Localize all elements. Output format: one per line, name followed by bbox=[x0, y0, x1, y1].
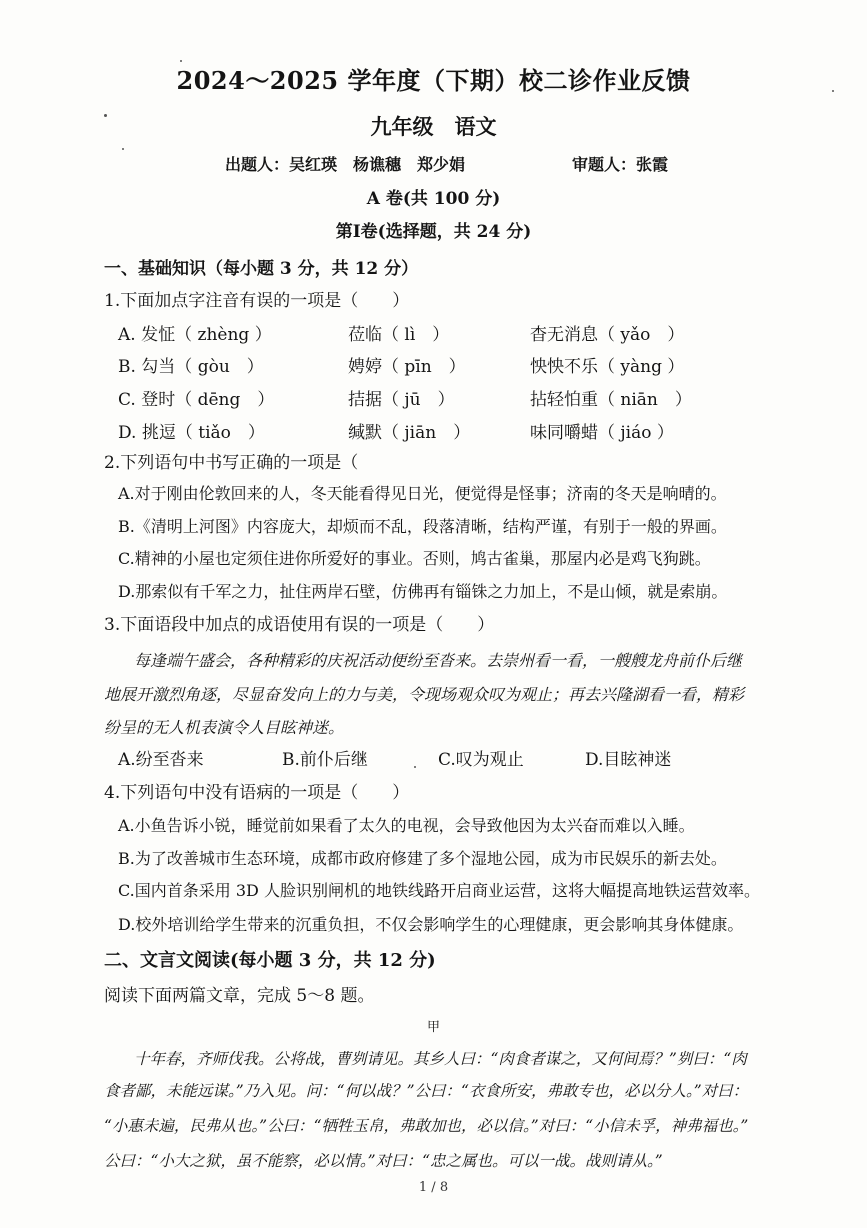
q1-a-2: 莅临（ lì ） bbox=[348, 325, 450, 345]
q1-d-3: 味同嚼蜡（ jiáo ） bbox=[530, 423, 674, 443]
reviewer: 审题人：张霞 bbox=[572, 155, 669, 174]
section2-instruction: 阅读下面两篇文章，完成 5～8 题。 bbox=[104, 986, 375, 1006]
q2-option-a: A.对于刚由伦敦回来的人，冬天能看得见日光，便觉得是怪事；济南的冬天是响晴的。 bbox=[118, 484, 727, 503]
passage-line-4: 公曰：“小大之狱，虽不能察，必以情。”对曰：“忠之属也。可以一战。战则请从。” bbox=[104, 1152, 663, 1170]
q2-option-c: C.精神的小屋也定须住进你所爱好的事业。否则，鸠古雀巢，那屋内必是鸡飞狗跳。 bbox=[118, 549, 711, 568]
q4-option-b: B.为了改善城市生态环境，成都市政府修建了多个湿地公园，成为市民娱乐的新去处。 bbox=[118, 849, 727, 868]
page-title: 2024～2025 学年度（下期）校二诊作业反馈 bbox=[176, 66, 691, 95]
scan-speck bbox=[122, 148, 124, 150]
q1-c-2: 拮据（ jū ） bbox=[348, 390, 455, 410]
q3-passage-line-1: 每逢端午盛会，各种精彩的庆祝活动便纷至沓来。去崇州看一看，一艘艘龙舟前仆后继 bbox=[134, 651, 743, 670]
scan-speck bbox=[180, 60, 182, 62]
q3-passage-line-3: 纷呈的无人机表演令人目眩神迷。 bbox=[104, 718, 345, 737]
volume-a: A 卷(共 100 分) bbox=[366, 189, 501, 209]
q4-stem: 4.下列语句中没有语病的一项是（ ） bbox=[104, 783, 410, 803]
passage-label: 甲 bbox=[426, 1020, 440, 1035]
q1-b-1: B. 勾当（ gòu ） bbox=[118, 357, 264, 377]
scan-speck bbox=[832, 90, 834, 92]
section2-heading: 二、文言文阅读(每小题 3 分，共 12 分) bbox=[104, 950, 436, 971]
q2-option-d: D.那索似有千军之力，扯住两岸石壁，仿佛再有锱铢之力加上，不是山倾，就是索崩。 bbox=[118, 582, 728, 601]
q4-option-c: C.国内首条采用 3D 人脸识别闸机的地铁线路开启商业运营，这将大幅提高地铁运营效率。 bbox=[118, 881, 760, 900]
q1-a-1: A. 发怔（ zhèng ） bbox=[118, 325, 272, 345]
q3-stem: 3.下面语段中加点的成语使用有误的一项是（ ） bbox=[104, 615, 495, 635]
volume-1: 第Ⅰ卷(选择题，共 24 分) bbox=[335, 222, 532, 242]
grade-subject: 九年级 语文 bbox=[370, 114, 497, 139]
q1-a-3: 杳无消息（ yǎo ） bbox=[530, 325, 685, 345]
passage-line-1: 十年春，齐师伐我。公将战，曹刿请见。其乡人曰：“肉食者谋之，又何间焉？”刿曰：“肉 bbox=[134, 1050, 747, 1068]
q3-passage-line-2: 地展开激烈角逐，尽显奋发向上的力与美，令现场观众叹为观止；再去兴隆湖看一看，精彩 bbox=[104, 685, 745, 704]
q1-c-3: 拈轻怕重（ niān ） bbox=[530, 390, 692, 410]
q4-option-a: A.小鱼告诉小锐，睡觉前如果看了太久的电视，会导致他因为太兴奋而难以入睡。 bbox=[118, 816, 695, 835]
passage-line-3: “小惠未遍，民弗从也。”公曰：“牺牲玉帛，弗敢加也，必以信。”对曰：“小信未孚，神弗福也。” bbox=[104, 1117, 749, 1135]
q3-option-d: D.目眩神迷 bbox=[585, 750, 672, 770]
q1-stem: 1.下面加点字注音有误的一项是（ ） bbox=[104, 291, 410, 311]
q3-option-a: A.纷至沓来 bbox=[118, 750, 204, 770]
q1-b-3: 怏怏不乐（ yàng ） bbox=[530, 357, 685, 377]
q1-d-2: 缄默（ jiān ） bbox=[348, 423, 471, 443]
setters: 出题人：吴红瑛 杨谯穗 郑少娟 bbox=[225, 155, 466, 174]
section1-heading: 一、基础知识（每小题 3 分，共 12 分） bbox=[104, 259, 419, 279]
q1-d-1: D. 挑逗（ tiǎo ） bbox=[118, 423, 265, 443]
q1-c-1: C. 登时（ dēng ） bbox=[118, 390, 275, 410]
q1-b-2: 娉婷（ pīn ） bbox=[348, 357, 466, 377]
q2-stem: 2.下列语句中书写正确的一项是（ bbox=[104, 453, 359, 473]
scan-speck bbox=[104, 114, 107, 117]
passage-line-2: 食者鄙，未能远谋。”乃入见。问：“何以战？”公曰：“衣食所安，弗敢专也，必以分人。”对曰： bbox=[104, 1082, 749, 1100]
q3-option-b: B.前仆后继 bbox=[282, 750, 368, 770]
q3-option-c: C.叹为观止 bbox=[438, 750, 524, 770]
scan-speck bbox=[414, 766, 416, 768]
q4-option-d: D.校外培训给学生带来的沉重负担，不仅会影响学生的心理健康，更会影响其身体健康。 bbox=[118, 915, 744, 934]
page-number: 1 / 8 bbox=[418, 1180, 449, 1195]
q2-option-b: B.《清明上河图》内容庞大，却烦而不乱，段落清晰，结构严谨，有别于一般的界画。 bbox=[118, 517, 727, 536]
